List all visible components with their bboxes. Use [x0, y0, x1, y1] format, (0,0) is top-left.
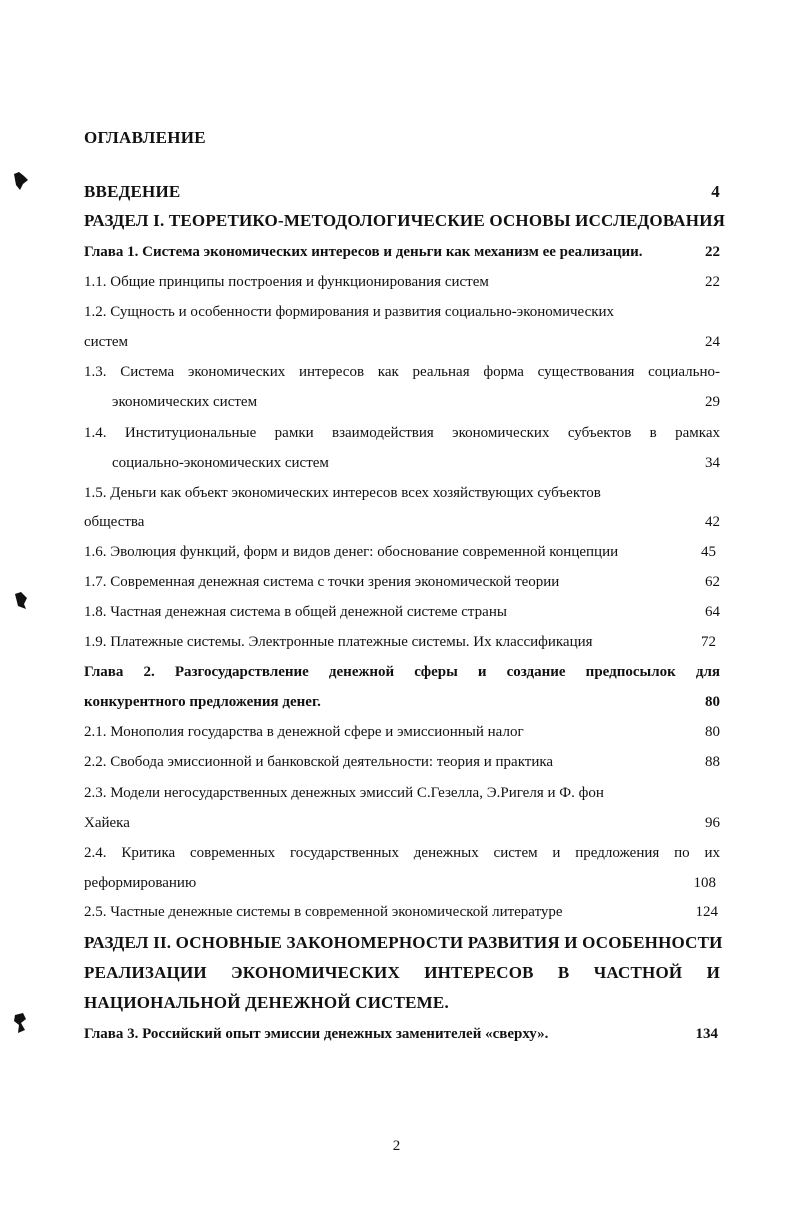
toc-entry-page: 29 — [705, 394, 720, 410]
toc-entry-1-5-cont — [84, 507, 720, 537]
toc-entry-text: социально-экономических систем — [112, 455, 329, 471]
toc-entry-text: 1.9. Платежные системы. Электронные платежные системы. Их классификация — [84, 634, 593, 650]
toc-entry-1-1 — [84, 267, 720, 297]
toc-entry-page: 24 — [705, 334, 720, 350]
toc-entry-1-2 — [84, 297, 720, 327]
toc-entry-2-3 — [84, 778, 720, 808]
toc-entry-text: реформированию — [84, 875, 197, 891]
toc-entry-page: 80 — [705, 724, 720, 740]
toc-chapter-2 — [84, 657, 720, 687]
toc-entry-page: 22 — [705, 274, 720, 290]
toc-entry-1-7 — [84, 567, 720, 597]
margin-mark-icon — [10, 168, 32, 194]
toc-entry-page: 4 — [711, 182, 720, 201]
toc-entry-1-4 — [84, 418, 720, 448]
toc-entry-2-4-cont — [84, 868, 716, 898]
toc-entry-2-1 — [84, 717, 720, 747]
toc-entry-text: 1.1. Общие принципы построения и функционирования систем — [84, 274, 489, 290]
toc-entry-text: 1.5. Деньги как объект экономических интересов всех хозяйствующих субъектов — [84, 485, 601, 501]
margin-mark-icon — [12, 590, 30, 612]
toc-entry-text: 1.7. Современная денежная система с точки зрения экономической теории — [84, 574, 560, 590]
toc-entry-text: общества — [84, 514, 145, 530]
toc-entry-text: 2.4. Критика современных государственных денежных систем и предложения по их — [84, 845, 720, 861]
toc-entry-1-6 — [84, 537, 716, 567]
toc-entry-text: Хайека — [84, 815, 130, 831]
toc-entry-2-4 — [84, 838, 720, 868]
toc-entry-text: 1.3. Система экономических интересов как реальная форма существования социально- — [84, 364, 720, 380]
toc-entry-text: 1.6. Эволюция функций, форм и видов денег: обоснование современной концепции — [84, 544, 619, 560]
toc-entry-page: 34 — [705, 455, 720, 471]
toc-entry-text: Глава 1. Система экономических интересов и деньги как механизм ее реализации. — [84, 244, 643, 260]
toc-entry-1-3-cont — [112, 387, 720, 417]
toc-entry-1-4-cont — [112, 448, 720, 478]
toc-entry-text: конкурентного предложения денег. — [84, 694, 321, 710]
margin-mark-icon — [10, 1010, 30, 1036]
toc-entry-page: 134 — [695, 1026, 718, 1042]
toc-entry-text: 2.2. Свобода эмиссионной и банковской деятельности: теория и практика — [84, 754, 554, 770]
toc-entry-text: 1.2. Сущность и особенности формирования и развития социально-экономических — [84, 304, 615, 320]
toc-entry-text: РАЗДЕЛ II. ОСНОВНЫЕ ЗАКОНОМЕРНОСТИ РАЗВИТИЯ И ОСОБЕННОСТИ — [84, 933, 723, 952]
toc-entry-text: 2.3. Модели негосударственных денежных эмиссий С.Гезелла, Э.Ригеля и Ф. фон — [84, 785, 604, 801]
toc-heading: ОГЛАВЛЕНИЕ — [84, 128, 206, 147]
toc-entry-page: 96 — [705, 815, 720, 831]
toc-entry-text: Глава 2. Разгосударствление денежной сферы и создание предпосылок для — [84, 664, 720, 680]
toc-entry-introduction — [84, 177, 720, 207]
toc-entry-2-2 — [84, 747, 720, 777]
toc-entry-page: 88 — [705, 754, 720, 770]
toc-entry-text: ВВЕДЕНИЕ — [84, 182, 181, 201]
toc-entry-1-5 — [84, 478, 720, 508]
toc-section-1 — [84, 206, 726, 236]
toc-entry-1-9 — [84, 627, 716, 657]
toc-entry-page: 42 — [705, 514, 720, 530]
toc-entry-text: 1.4. Институциональные рамки взаимодействия экономических субъектов в рамках — [84, 425, 720, 441]
toc-entry-1-8 — [84, 597, 720, 627]
page-number: 2 — [392, 1138, 401, 1154]
toc-entry-page: 72 — [701, 634, 716, 650]
toc-entry-text: РЕАЛИЗАЦИИ ЭКОНОМИЧЕСКИХ ИНТЕРЕСОВ В ЧАСТНОЙ И — [84, 963, 720, 982]
toc-entry-text: Глава 3. Российский опыт эмиссии денежных заменителей «сверху». — [84, 1026, 549, 1042]
toc-entry-2-3-cont — [84, 808, 720, 838]
toc-section-2-cont2 — [84, 988, 720, 1018]
toc-entry-text: 2.1. Монополия государства в денежной сфере и эмиссионный налог — [84, 724, 524, 740]
toc-entry-page: 124 — [695, 904, 718, 920]
toc-entry-text: 2.5. Частные денежные системы в современной экономической литературе — [84, 904, 563, 920]
toc-entry-page: 62 — [705, 574, 720, 590]
toc-chapter-1 — [84, 237, 720, 267]
toc-entry-page: 64 — [705, 604, 720, 620]
toc-entry-page: 80 — [705, 694, 720, 710]
toc-section-2 — [84, 928, 723, 958]
toc-entry-text: 1.8. Частная денежная система в общей денежной системе страны — [84, 604, 507, 620]
toc-entry-1-3 — [84, 357, 720, 387]
toc-chapter-2-cont — [84, 687, 720, 717]
toc-entry-page: 108 — [693, 875, 716, 891]
toc-chapter-3 — [84, 1019, 718, 1049]
toc-entry-text: систем — [84, 334, 129, 350]
toc-entry-1-2-cont — [84, 327, 720, 357]
toc-entry-page: 45 — [701, 544, 716, 560]
toc-entry-text: РАЗДЕЛ I. ТЕОРЕТИКО-МЕТОДОЛОГИЧЕСКИЕ ОСНОВЫ ИССЛЕДОВАНИЯ — [84, 211, 726, 230]
toc-entry-text: экономических систем — [112, 394, 258, 410]
toc-entry-text: НАЦИОНАЛЬНОЙ ДЕНЕЖНОЙ СИСТЕМЕ. — [84, 993, 449, 1012]
toc-entry-page: 22 — [705, 244, 720, 260]
toc-section-2-cont — [84, 958, 720, 988]
toc-entry-2-5 — [84, 897, 718, 927]
